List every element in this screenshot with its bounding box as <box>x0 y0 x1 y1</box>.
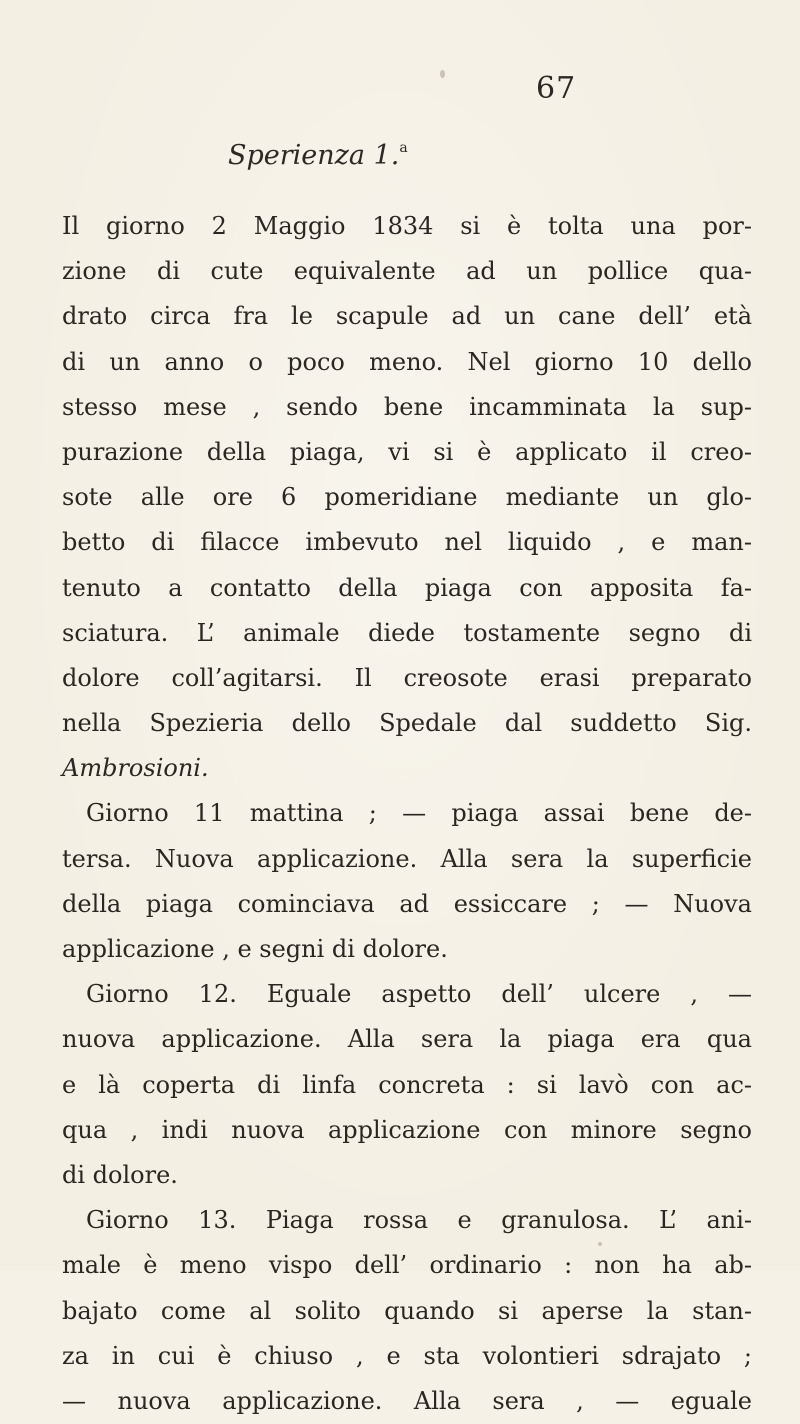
text-line: nella Spezieria dello Spedale dal suddetto Sig. <box>62 709 752 738</box>
text-line: drato circa fra le scapule ad un cane dell’ età <box>62 302 752 331</box>
text-line: Giorno 11 mattina ; — piaga assai bene de- <box>86 799 752 828</box>
text-line: di dolore. <box>62 1160 178 1189</box>
text-line: tersa. Nuova applicazione. Alla sera la superficie <box>62 844 752 873</box>
text-line: betto di filacce imbevuto nel liquido , e man- <box>62 528 752 557</box>
paper-speck <box>440 70 445 78</box>
text-line: applicazione , e segni di dolore. <box>62 935 448 963</box>
section-title <box>228 140 408 171</box>
body-text <box>62 204 752 1424</box>
text-line: sote alle ore 6 pomeridiane mediante un glo- <box>62 483 752 512</box>
text-line: bajato come al solito quando si aperse la stan- <box>62 1296 752 1325</box>
text-line: di un anno o poco meno. Nel giorno 10 dello <box>62 347 752 376</box>
text-line: Giorno 13. Piaga rossa e granulosa. L’ ani- <box>86 1206 752 1235</box>
text-line: qua , indi nuova applicazione con minore segno <box>62 1115 752 1144</box>
page-number: 67 <box>536 71 577 106</box>
text-line: della piaga cominciava ad essiccare ; — Nuova <box>62 889 752 918</box>
text-line: zione di cute equivalente ad un pollice qua- <box>62 257 752 286</box>
text-line: Giorno 12. Eguale aspetto dell’ ulcere , — <box>86 980 752 1009</box>
text-line: tenuto a contatto della piaga con apposita fa- <box>62 573 752 602</box>
text-line: male è meno vispo dell’ ordinario : non ha ab- <box>62 1251 752 1280</box>
section-title-superscript: a <box>399 140 408 156</box>
text-line: e là coperta di linfa concreta : si lavò con ac- <box>62 1070 752 1099</box>
text-line: stesso mese , sendo bene incamminata la sup- <box>62 392 752 421</box>
text-line-signature <box>62 746 752 791</box>
paper-speck <box>598 1242 602 1246</box>
text-line: nuova applicazione. Alla sera la piaga era qua <box>62 1025 752 1054</box>
text-line: purazione della piaga, vi si è applicato il creo- <box>62 437 752 466</box>
text-line: dolore coll’agitarsi. Il creosote erasi preparato <box>62 663 752 692</box>
text-line: — nuova applicazione. Alla sera , — eguale <box>62 1386 752 1415</box>
text-line: sciatura. L’ animale diede tostamente segno di <box>62 618 752 647</box>
text-line: za in cui è chiuso , e sta volontieri sdrajato ; <box>62 1341 752 1370</box>
text-line: Il giorno 2 Maggio 1834 si è tolta una por- <box>62 212 752 240</box>
section-title-text: Sperienza 1. <box>228 140 400 171</box>
surname-italic: Ambrosioni. <box>62 754 209 783</box>
